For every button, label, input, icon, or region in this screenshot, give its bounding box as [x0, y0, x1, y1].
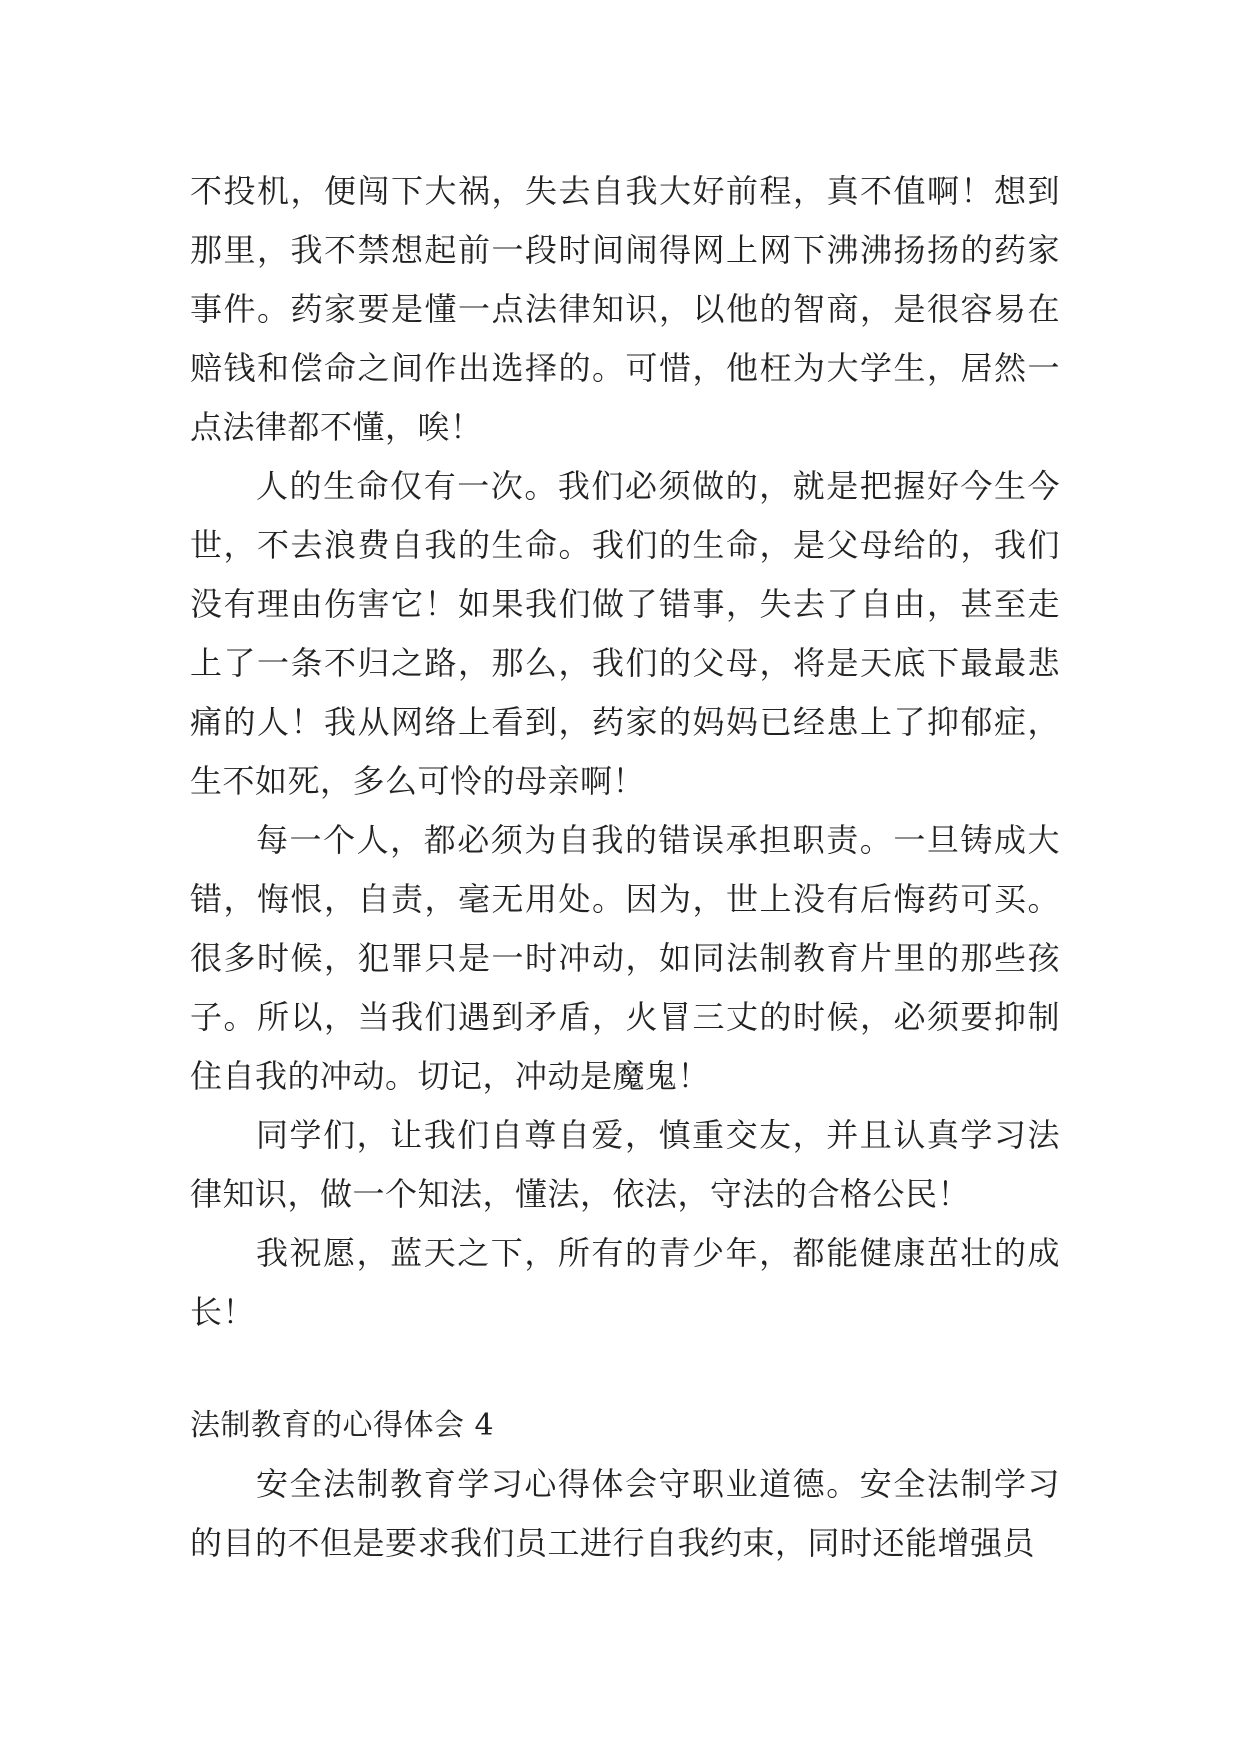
paragraph-classmates: 同学们，让我们自尊自爱，慎重交友，并且认真学习法律知识，做一个知法，懂法，依法，守法的合格公民！ — [190, 1116, 1060, 1213]
paragraph-responsibility: 每一个人，都必须为自我的错误承担职责。一旦铸成大错，悔恨，自责，毫无用处。因为，世上没有后悔药可买。很多时候，犯罪只是一时冲动，如同法制教育片里的那些孩子。所以，当我们遇到矛盾，火冒三丈的时候，必须要抑制住自我的冲动。切记，冲动是魔鬼！ — [190, 821, 1060, 1095]
paragraph-wish: 我祝愿，蓝天之下，所有的青少年，都能健康茁壮的成长！ — [190, 1234, 1060, 1331]
section-heading: 法制教育的心得体会 4 — [190, 1408, 495, 1443]
paragraph-life: 人的生命仅有一次。我们必须做的，就是把握好今生今世，不去浪费自我的生命。我们的生命，是父母给的，我们没有理由伤害它！如果我们做了错事，失去了自由，甚至走上了一条不归之路，那么，我们的父母，将是天底下最最悲痛的人！我从网络上看到，药家的妈妈已经患上了抑郁症，生不如死，多么可怜的母亲啊！ — [190, 467, 1060, 800]
paragraph-section-4: 安全法制教育学习心得体会守职业道德。安全法制学习的目的不但是要求我们员工进行自我约束，同时还能增强员 — [190, 1465, 1060, 1562]
paragraph-continuation: 不投机，便闯下大祸，失去自我大好前程，真不值啊！想到那里，我不禁想起前一段时间闹得网上网下沸沸扬扬的药家事件。药家要是懂一点法律知识，以他的智商，是很容易在赔钱和偿命之间作出选择的。可惜，他枉为大学生，居然一点法律都不懂，唉！ — [190, 172, 1060, 446]
document-page — [190, 162, 1060, 1573]
